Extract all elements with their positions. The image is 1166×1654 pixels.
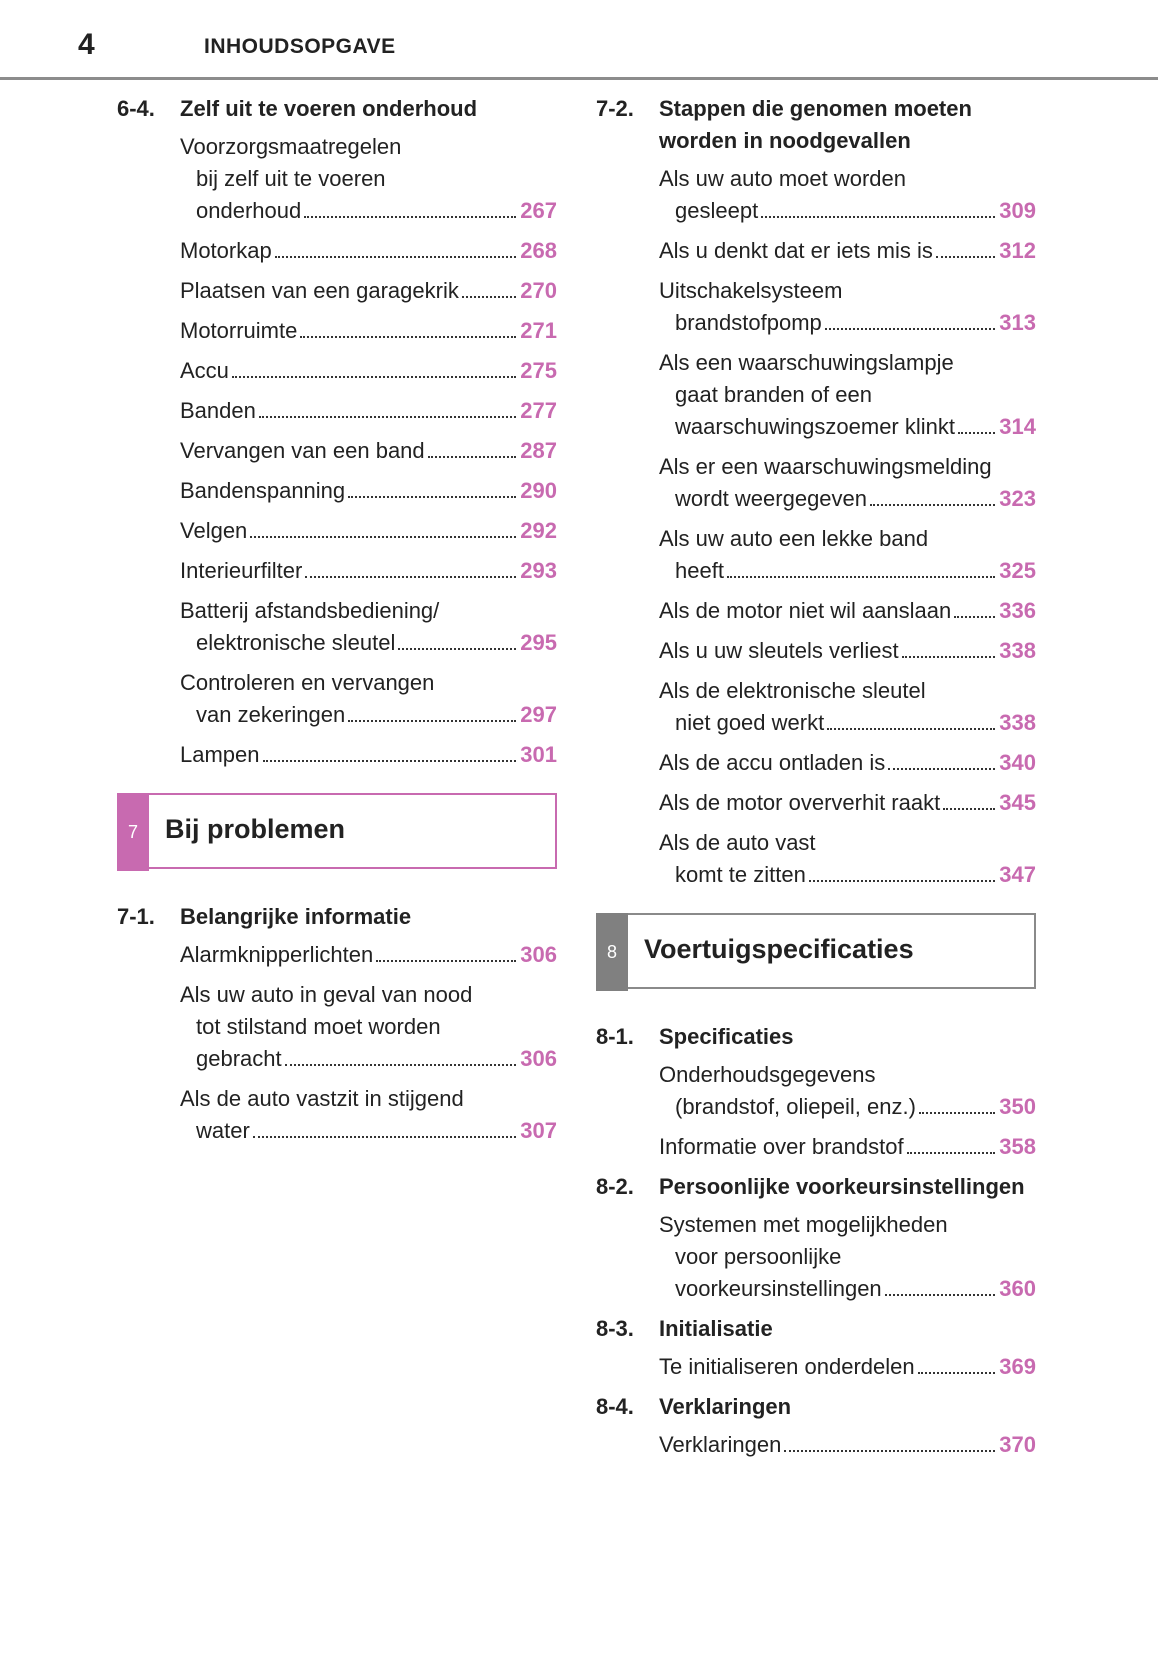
toc-entry-line — [180, 595, 557, 627]
page-reference[interactable]: 314 — [999, 414, 1036, 439]
toc-entry-text: Als u uw sleutels verliest — [659, 638, 899, 663]
dot-leader — [250, 536, 516, 538]
dot-leader — [827, 728, 995, 730]
page-reference[interactable]: 312 — [999, 238, 1036, 263]
page-reference[interactable]: 338 — [999, 638, 1036, 663]
page-reference[interactable]: 293 — [520, 558, 557, 583]
toc-entry[interactable] — [180, 395, 557, 427]
chapter-title: Voertuigspecificaties — [644, 934, 914, 964]
toc-entry-text: gesleept — [675, 198, 759, 223]
toc-section — [117, 901, 557, 1147]
dot-leader — [761, 216, 995, 218]
toc-entry[interactable] — [659, 1351, 1036, 1383]
section-number: 6-4. — [117, 96, 155, 121]
toc-entry-text: Als de accu ontladen is — [659, 750, 886, 775]
page-reference[interactable]: 347 — [999, 862, 1036, 887]
toc-entry[interactable] — [180, 435, 557, 467]
section-title: Stappen die genomen moeten worden in noodgevallen — [659, 96, 972, 153]
toc-entry[interactable] — [180, 979, 557, 1075]
dot-leader — [428, 456, 517, 458]
toc-entry-line — [659, 1209, 1036, 1241]
toc-entry-line — [659, 235, 1036, 267]
page-reference[interactable]: 268 — [520, 238, 557, 263]
page-number: 4 — [78, 28, 95, 61]
page-reference[interactable]: 345 — [999, 790, 1036, 815]
toc-entry-line — [659, 1241, 1036, 1273]
dot-leader — [902, 656, 996, 658]
toc-entry-text: bij zelf uit te voeren — [196, 166, 386, 191]
toc-entry-line — [180, 555, 557, 587]
toc-entry-text: voorkeursinstellingen — [675, 1276, 882, 1301]
toc-entry-line — [180, 131, 557, 163]
toc-entry[interactable] — [180, 667, 557, 731]
toc-entry-line — [180, 1115, 557, 1147]
page-header-title: INHOUDSOPGAVE — [204, 35, 396, 58]
toc-entry[interactable] — [659, 675, 1036, 739]
dot-leader — [398, 648, 516, 650]
toc-entry[interactable] — [659, 1429, 1036, 1461]
toc-entry-line — [659, 1059, 1036, 1091]
section-title: Initialisatie — [659, 1316, 773, 1341]
toc-entry-line — [180, 1043, 557, 1075]
toc-entry-line — [659, 675, 1036, 707]
toc-entry-line — [180, 1011, 557, 1043]
toc-entry-text: Vervangen van een band — [180, 438, 425, 463]
section-title: Belangrijke informatie — [180, 904, 412, 929]
page-reference[interactable]: 340 — [999, 750, 1036, 775]
toc-entry[interactable] — [180, 235, 557, 267]
page-reference[interactable]: 309 — [999, 198, 1036, 223]
toc-entry-line — [180, 275, 557, 307]
toc-entry-text: Voorzorgsmaatregelen — [180, 134, 402, 159]
page-reference[interactable]: 295 — [520, 630, 557, 655]
toc-entry-line — [659, 163, 1036, 195]
chapter-box-7[interactable] — [117, 793, 557, 869]
toc-entry-line — [180, 515, 557, 547]
toc-entry-text: Als de motor oververhit raakt — [659, 790, 941, 815]
page-reference[interactable]: 338 — [999, 710, 1036, 735]
toc-entry-text: Batterij afstandsbediening/ — [180, 598, 440, 623]
toc-entry-line — [180, 355, 557, 387]
toc-entry-text: Als de elektronische sleutel — [659, 678, 926, 703]
toc-entry-text: Interieurfilter — [180, 558, 303, 583]
toc-entry-text: Verklaringen — [659, 1432, 782, 1457]
toc-entry-text: Uitschakelsysteem — [659, 278, 843, 303]
section-heading — [117, 901, 557, 933]
section-heading — [596, 1313, 1036, 1345]
toc-section — [596, 1313, 1036, 1383]
toc-entry[interactable] — [180, 131, 557, 227]
toc-entry[interactable] — [180, 315, 557, 347]
toc-entry-text: Plaatsen van een garagekrik — [180, 278, 459, 303]
chapter-number-tab: 7 — [117, 793, 149, 871]
toc-entry-line — [180, 395, 557, 427]
page-reference[interactable]: 336 — [999, 598, 1036, 623]
toc-entry[interactable] — [659, 235, 1036, 267]
toc-section — [596, 1391, 1036, 1461]
toc-section — [117, 93, 557, 771]
dot-leader — [958, 432, 995, 434]
toc-entry-line — [659, 1273, 1036, 1305]
dot-leader — [232, 376, 516, 378]
toc-entry[interactable] — [659, 787, 1036, 819]
toc-entry-text: Lampen — [180, 742, 260, 767]
page-reference[interactable]: 287 — [520, 438, 557, 463]
toc-entry-text: tot stilstand moet worden — [196, 1014, 441, 1039]
page-reference[interactable]: 292 — [520, 518, 557, 543]
toc-entry-line — [659, 555, 1036, 587]
toc-entry-text: heeft — [675, 558, 724, 583]
toc-entry[interactable] — [180, 739, 557, 771]
toc-entry-line — [659, 411, 1036, 443]
dot-leader — [263, 760, 517, 762]
dot-leader — [285, 1064, 517, 1066]
toc-column-left — [117, 93, 557, 1155]
toc-entry-line — [180, 235, 557, 267]
toc-entry-text: Als uw auto in geval van nood — [180, 982, 473, 1007]
toc-entry-line — [180, 739, 557, 771]
toc-entry-text: Als de motor niet wil aanslaan — [659, 598, 952, 623]
toc-entry[interactable] — [180, 555, 557, 587]
section-number: 8-4. — [596, 1394, 634, 1419]
toc-entry[interactable] — [180, 275, 557, 307]
toc-entry[interactable] — [180, 475, 557, 507]
toc-entry-text: (brandstof, oliepeil, enz.) — [675, 1094, 916, 1119]
toc-entry-text: Bandenspanning — [180, 478, 346, 503]
toc-entry[interactable] — [659, 347, 1036, 443]
dot-leader — [943, 808, 995, 810]
toc-entry-line — [659, 747, 1036, 779]
section-number: 8-2. — [596, 1174, 634, 1199]
toc-entry[interactable] — [659, 595, 1036, 627]
section-title: Verklaringen — [659, 1394, 792, 1419]
toc-entry-text: wordt weergegeven — [675, 486, 868, 511]
dot-leader — [954, 616, 995, 618]
toc-entry-line — [659, 483, 1036, 515]
toc-entry-line — [659, 1351, 1036, 1383]
toc-entry-line — [659, 859, 1036, 891]
toc-entry-line — [180, 435, 557, 467]
toc-entry-line — [659, 347, 1036, 379]
toc-entry-line — [180, 627, 557, 659]
toc-entry[interactable] — [659, 163, 1036, 227]
toc-entry-text: Als uw auto een lekke band — [659, 526, 929, 551]
toc-column-right — [596, 93, 1036, 1469]
toc-entry-text: Velgen — [180, 518, 248, 543]
toc-entry-line — [180, 939, 557, 971]
toc-entry-text: Als er een waarschuwingsmelding — [659, 454, 992, 479]
page-reference[interactable]: 313 — [999, 310, 1036, 335]
toc-entry-line — [180, 699, 557, 731]
toc-entry[interactable] — [659, 747, 1036, 779]
page-reference[interactable]: 270 — [520, 278, 557, 303]
toc-section — [596, 93, 1036, 891]
toc-entry-line — [180, 667, 557, 699]
page-reference[interactable]: 323 — [999, 486, 1036, 511]
toc-entry[interactable] — [180, 515, 557, 547]
page-reference[interactable]: 290 — [520, 478, 557, 503]
toc-entry-text: Te initialiseren onderdelen — [659, 1354, 915, 1379]
dot-leader — [907, 1152, 996, 1154]
toc-entry-line — [180, 979, 557, 1011]
toc-entry-text: elektronische sleutel — [196, 630, 396, 655]
chapter-title: Bij problemen — [165, 814, 346, 844]
dot-leader — [809, 880, 995, 882]
dot-leader — [462, 296, 516, 298]
toc-entry-text: Als u denkt dat er iets mis is — [659, 238, 933, 263]
toc-entry[interactable] — [659, 451, 1036, 515]
toc-section — [596, 1021, 1036, 1163]
page-reference[interactable]: 306 — [520, 942, 557, 967]
section-heading — [117, 93, 557, 125]
toc-entry-line — [659, 1131, 1036, 1163]
toc-entry-line — [180, 195, 557, 227]
toc-entry-text: Als een waarschuwingslampje — [659, 350, 954, 375]
toc-entry-line — [659, 275, 1036, 307]
dot-leader — [870, 504, 995, 506]
toc-entry[interactable] — [659, 1131, 1036, 1163]
dot-leader — [918, 1372, 996, 1374]
dot-leader — [304, 216, 516, 218]
section-heading — [596, 1391, 1036, 1423]
toc-entry-line — [659, 379, 1036, 411]
toc-entry-text: Controleren en vervangen — [180, 670, 435, 695]
dot-leader — [305, 576, 516, 578]
toc-entry-text: Accu — [180, 358, 229, 383]
toc-entry-text: brandstofpomp — [675, 310, 822, 335]
toc-entry-line — [180, 315, 557, 347]
toc-entry-text: gaat branden of een — [675, 382, 872, 407]
dot-leader — [253, 1136, 516, 1138]
toc-entry-line — [659, 595, 1036, 627]
section-number: 7-2. — [596, 96, 634, 121]
section-heading — [596, 93, 1036, 157]
toc-entry-text: Onderhoudsgegevens — [659, 1062, 876, 1087]
chapter-number-tab: 8 — [596, 913, 628, 991]
dot-leader — [888, 768, 995, 770]
toc-entry-text: Systemen met mogelijkheden — [659, 1212, 948, 1237]
dot-leader — [936, 256, 995, 258]
toc-entry-line — [659, 451, 1036, 483]
toc-entry[interactable] — [659, 275, 1036, 339]
toc-entry[interactable] — [180, 1083, 557, 1147]
toc-entry-line — [180, 1083, 557, 1115]
dot-leader — [825, 328, 996, 330]
toc-entry-text: Informatie over brandstof — [659, 1134, 904, 1159]
page-reference[interactable]: 277 — [520, 398, 557, 423]
toc-entry-line — [659, 787, 1036, 819]
dot-leader — [919, 1112, 995, 1114]
toc-entry[interactable] — [180, 595, 557, 659]
page-reference[interactable]: 358 — [999, 1134, 1036, 1159]
page-reference[interactable]: 325 — [999, 558, 1036, 583]
toc-entry-text: onderhoud — [196, 198, 302, 223]
dot-leader — [727, 576, 995, 578]
toc-entry-line — [659, 1091, 1036, 1123]
page-reference[interactable]: 369 — [999, 1354, 1036, 1379]
page-reference[interactable]: 350 — [999, 1094, 1036, 1119]
toc-entry[interactable] — [659, 1059, 1036, 1123]
toc-entry-text: Als uw auto moet worden — [659, 166, 907, 191]
toc-entry-line — [659, 707, 1036, 739]
chapter-box-8[interactable] — [596, 913, 1036, 989]
dot-leader — [885, 1294, 996, 1296]
toc-entry-line — [659, 1429, 1036, 1461]
toc-section — [596, 1171, 1036, 1305]
toc-entry[interactable] — [180, 355, 557, 387]
toc-entry-line — [180, 475, 557, 507]
toc-entry-text: komt te zitten — [675, 862, 806, 887]
toc-entry-text: Motorkap — [180, 238, 272, 263]
toc-entry-text: niet goed werkt — [675, 710, 825, 735]
section-heading — [596, 1171, 1036, 1203]
toc-entry-text: voor persoonlijke — [675, 1244, 842, 1269]
page-reference[interactable]: 301 — [520, 742, 557, 767]
section-number: 7-1. — [117, 904, 155, 929]
page-reference[interactable]: 307 — [520, 1118, 557, 1143]
toc-entry[interactable] — [659, 1209, 1036, 1305]
toc-entry[interactable] — [180, 939, 557, 971]
section-title: Specificaties — [659, 1024, 794, 1049]
dot-leader — [376, 960, 516, 962]
dot-leader — [275, 256, 517, 258]
toc-entry-line — [659, 523, 1036, 555]
section-number: 8-1. — [596, 1024, 634, 1049]
toc-entry[interactable] — [659, 523, 1036, 587]
toc-entry[interactable] — [659, 827, 1036, 891]
page-reference[interactable]: 271 — [520, 318, 557, 343]
toc-entry-text: water — [196, 1118, 250, 1143]
toc-entry-text: gebracht — [196, 1046, 282, 1071]
toc-entry-text: Motorruimte — [180, 318, 298, 343]
toc-entry-text: Alarmknipperlichten — [180, 942, 374, 967]
section-heading — [596, 1021, 1036, 1053]
page-reference[interactable]: 360 — [999, 1276, 1036, 1301]
page-reference[interactable]: 306 — [520, 1046, 557, 1071]
dot-leader — [259, 416, 516, 418]
page-reference[interactable]: 370 — [999, 1432, 1036, 1457]
toc-entry-line — [659, 635, 1036, 667]
toc-entry-text: waarschuwingszoemer klinkt — [675, 414, 955, 439]
dot-leader — [348, 720, 516, 722]
toc-entry-text: Als de auto vastzit in stijgend — [180, 1086, 464, 1111]
dot-leader — [300, 336, 516, 338]
page-reference[interactable]: 275 — [520, 358, 557, 383]
toc-entry[interactable] — [659, 635, 1036, 667]
toc-entry-line — [659, 195, 1036, 227]
toc-entry-text: Als de auto vast — [659, 830, 816, 855]
header-rule — [0, 77, 1158, 80]
section-title: Persoonlijke voorkeursinstellingen — [659, 1174, 1025, 1199]
page-reference[interactable]: 267 — [520, 198, 557, 223]
dot-leader — [784, 1450, 995, 1452]
toc-entry-line — [180, 163, 557, 195]
toc-entry-line — [659, 827, 1036, 859]
toc-entry-text: van zekeringen — [196, 702, 346, 727]
toc-entry-text: Banden — [180, 398, 256, 423]
section-number: 8-3. — [596, 1316, 634, 1341]
section-title: Zelf uit te voeren onderhoud — [180, 96, 478, 121]
dot-leader — [348, 496, 516, 498]
page-reference[interactable]: 297 — [520, 702, 557, 727]
toc-entry-line — [659, 307, 1036, 339]
